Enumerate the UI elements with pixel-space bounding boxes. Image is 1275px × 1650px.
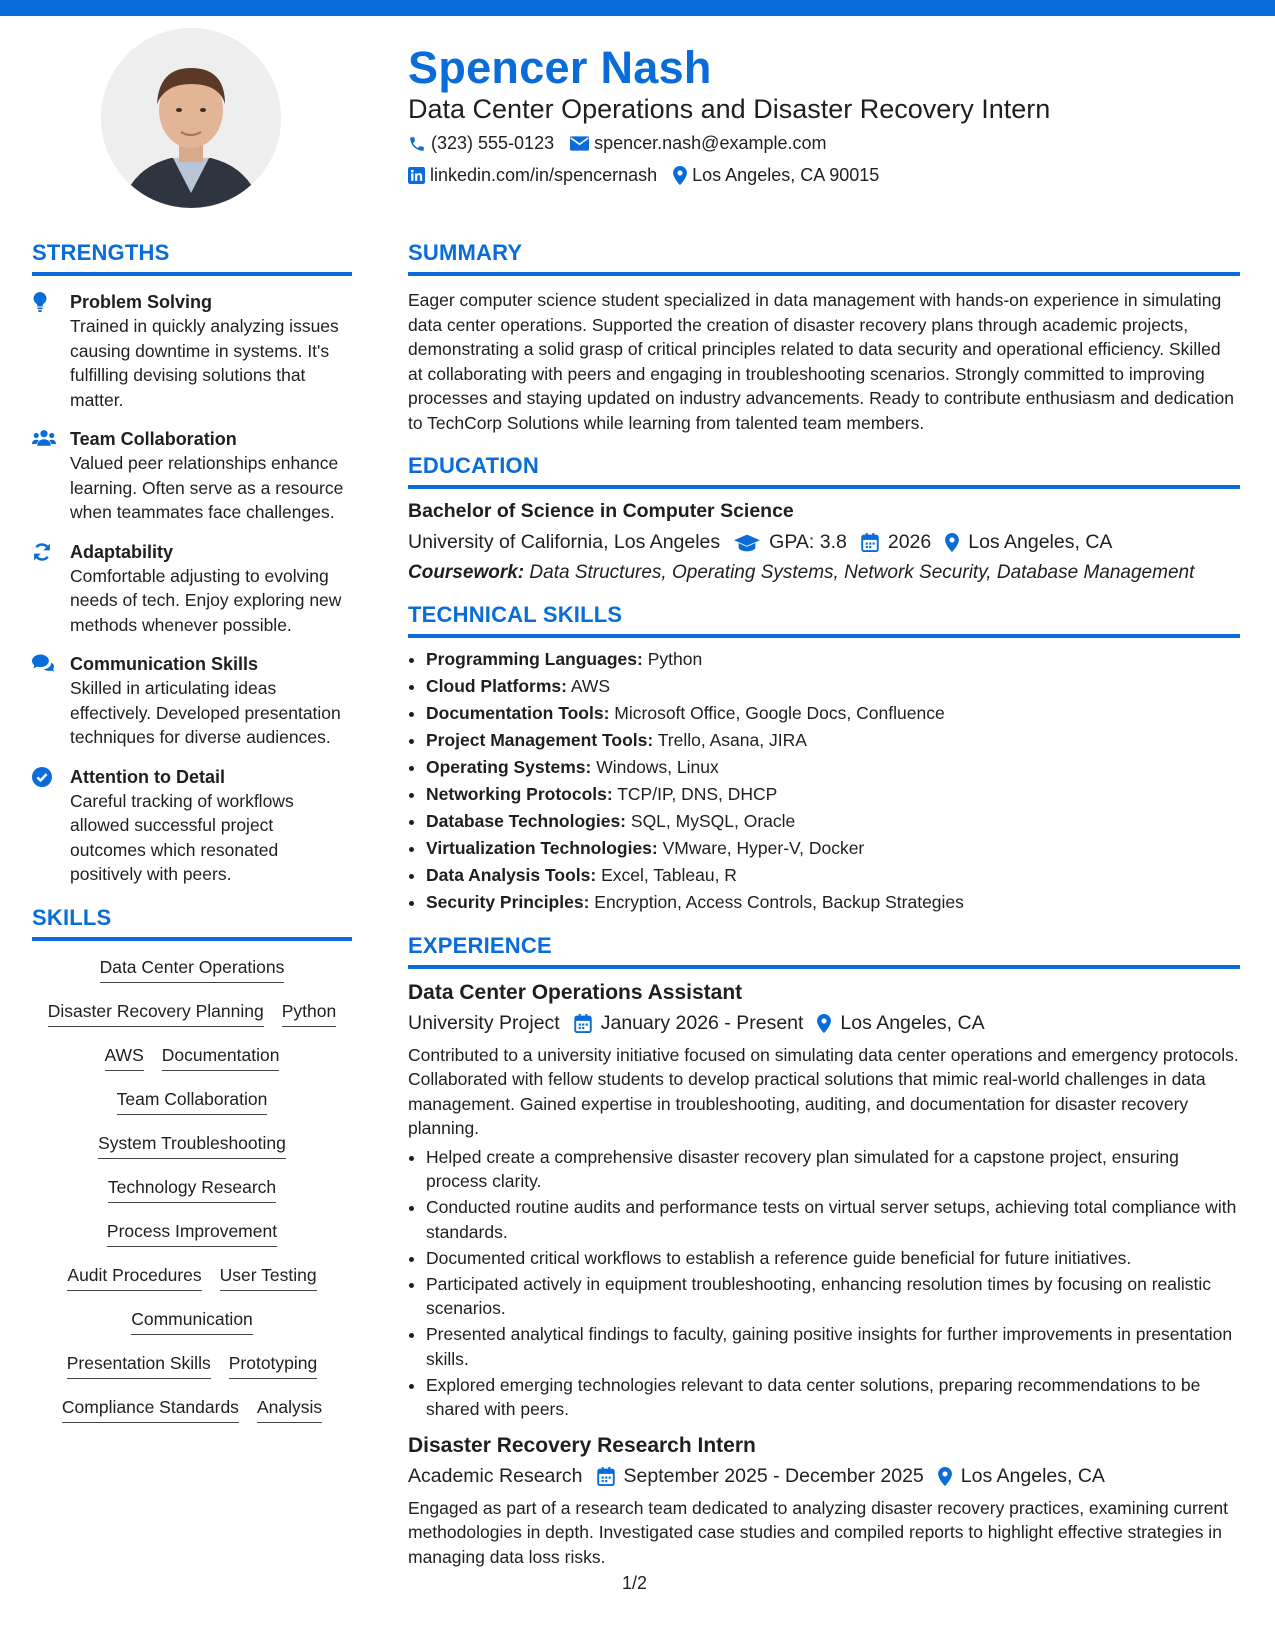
skill-row bbox=[32, 1309, 352, 1337]
job-dates bbox=[574, 1012, 804, 1035]
job-description: Contributed to a university initiative focused on simulating data center operations and emergency protocols. Collaborated with fellow students to develop practical solutions that mimic real-world challenges in data management. Gained expertise in troubleshooting, auditing, and documentation for disaster recovery planning. bbox=[408, 1044, 1239, 1138]
job-title: Disaster Recovery Research Intern bbox=[408, 1433, 756, 1457]
left-column bbox=[32, 240, 352, 1425]
skill-tag: Presentation Skills bbox=[67, 1353, 211, 1379]
education-heading: EDUCATION bbox=[408, 453, 1240, 489]
strength-desc: Careful tracking of workflows allowed successful project outcomes which resonated positively with peers. bbox=[70, 790, 294, 884]
linkedin-contact[interactable] bbox=[408, 165, 657, 186]
skills-heading: SKILLS bbox=[32, 905, 352, 941]
job-dates bbox=[597, 1465, 924, 1488]
job-entry bbox=[408, 1434, 1240, 1570]
education-section bbox=[408, 453, 1240, 584]
experience-section bbox=[408, 933, 1240, 1570]
skill-values: Excel, Tableau, R bbox=[601, 865, 737, 885]
job-location bbox=[817, 1012, 984, 1035]
skill-values: Microsoft Office, Google Docs, Confluence bbox=[614, 703, 945, 723]
calendar-icon bbox=[597, 1467, 615, 1486]
coursework-list: Data Structures, Operating Systems, Network Security, Database Management bbox=[529, 562, 1195, 583]
list-item bbox=[426, 782, 1240, 807]
skill-tag: Process Improvement bbox=[107, 1221, 277, 1247]
skill-row bbox=[32, 1001, 352, 1029]
strengths-heading: STRENGTHS bbox=[32, 240, 352, 276]
skill-tag: System Troubleshooting bbox=[98, 1133, 286, 1159]
location-contact bbox=[673, 165, 879, 186]
school-location bbox=[945, 531, 1112, 554]
skill-values: Windows, Linux bbox=[596, 757, 719, 777]
phone-icon bbox=[408, 135, 426, 153]
map-marker-icon bbox=[817, 1014, 831, 1033]
skill-category: Data Analysis Tools: bbox=[426, 865, 597, 885]
list-item: • Conducted routine audits and performance tests on virtual server setups, achieving total compliance with standards. bbox=[426, 1195, 1240, 1244]
job-bullets bbox=[408, 1145, 1240, 1422]
degree-title: Bachelor of Science in Computer Science bbox=[408, 500, 794, 522]
summary-section bbox=[408, 240, 1240, 435]
list-item: • Explored emerging technologies relevant to data center solutions, preparing recommendations to be shared with peers. bbox=[426, 1373, 1240, 1422]
experience-heading: EXPERIENCE bbox=[408, 933, 1240, 969]
map-marker-icon bbox=[938, 1467, 952, 1486]
location-text: Los Angeles, CA bbox=[840, 1011, 985, 1034]
strength-title: Attention to Detail bbox=[70, 766, 225, 787]
email-link[interactable]: spencer.nash@example.com bbox=[594, 133, 827, 153]
list-item: • Documented critical workflows to establish a reference guide beneficial for future initiatives. bbox=[426, 1246, 1240, 1271]
list-item: • Helped create a comprehensive disaster recovery plan simulated for a capstone project, ensuring process clarity. bbox=[426, 1145, 1240, 1194]
skill-row bbox=[32, 1045, 352, 1073]
skill-tag: Team Collaboration bbox=[117, 1089, 268, 1115]
calendar-icon bbox=[574, 1014, 592, 1033]
list-item bbox=[426, 809, 1240, 834]
strengths-list bbox=[32, 290, 352, 887]
skill-values: VMware, Hyper-V, Docker bbox=[662, 838, 865, 858]
list-item bbox=[426, 755, 1240, 780]
candidate-headline: Data Center Operations and Disaster Recovery Intern bbox=[408, 94, 1051, 124]
skill-tag: User Testing bbox=[220, 1265, 317, 1291]
envelope-icon bbox=[570, 136, 589, 151]
list-item bbox=[426, 647, 1240, 672]
strength-item bbox=[32, 652, 352, 750]
strength-title: Communication Skills bbox=[70, 654, 259, 674]
skill-category: Documentation Tools: bbox=[426, 703, 610, 723]
location-text: Los Angeles, CA bbox=[968, 531, 1113, 553]
skill-row bbox=[32, 1221, 352, 1249]
dates-text: September 2025 - December 2025 bbox=[623, 1464, 924, 1487]
job-description: Engaged as part of a research team dedicated to analyzing disaster recovery practices, examining current methodologies in depth. Investigated case studies and compiled reports to highlight effective strategies in managing data loss risks. bbox=[408, 1497, 1229, 1567]
skill-tag: Analysis bbox=[257, 1397, 322, 1423]
strength-desc: Valued peer relationships enhance learning. Often serve as a resource when teammates face challenges. bbox=[70, 453, 344, 522]
list-item bbox=[426, 863, 1240, 888]
lightbulb-icon bbox=[32, 292, 48, 312]
map-marker-icon bbox=[945, 533, 959, 552]
sync-icon bbox=[32, 542, 52, 562]
skill-row bbox=[32, 1177, 352, 1205]
email-contact[interactable] bbox=[570, 133, 826, 154]
skill-row bbox=[32, 1133, 352, 1161]
strength-desc: Comfortable adjusting to evolving needs of tech. Enjoy exploring new methods whenever possible. bbox=[70, 565, 342, 635]
job-meta bbox=[408, 1012, 1240, 1035]
skill-row bbox=[32, 1353, 352, 1381]
job-org: Academic Research bbox=[408, 1464, 583, 1487]
summary-heading: SUMMARY bbox=[408, 240, 1240, 276]
gpa bbox=[734, 531, 847, 554]
check-circle-icon bbox=[32, 767, 52, 787]
list-item bbox=[426, 836, 1240, 861]
skill-tag: Documentation bbox=[162, 1045, 280, 1071]
skill-category: Project Management Tools: bbox=[426, 730, 654, 750]
gpa-text: GPA: 3.8 bbox=[769, 531, 847, 553]
job-org: University Project bbox=[408, 1011, 560, 1034]
skill-category: Cloud Platforms: bbox=[426, 676, 567, 696]
skill-tag: Python bbox=[282, 1001, 336, 1027]
year-text: 2026 bbox=[887, 531, 932, 553]
summary-text: Eager computer science student specialized in data management with hands-on experience in simulating data center operations. Supported the creation of disaster recovery plans through academic projects, demonstrating a solid grasp of critical principles related to data security and operational efficiency. Skilled at collaborating with peers and engaging in troubleshooting scenarios. Strongly committed to improving processes and staying updated on industry advancements. Ready to contribute enthusiasm and dedication to TechCorp Solutions while learning from talented team members. bbox=[408, 290, 1234, 433]
map-marker-icon bbox=[673, 166, 687, 185]
strength-item bbox=[32, 427, 352, 525]
education-meta bbox=[408, 531, 1240, 554]
skill-values: Trello, Asana, JIRA bbox=[657, 730, 807, 750]
school-name: University of California, Los Angeles bbox=[408, 531, 721, 553]
technical-skills-heading: TECHNICAL SKILLS bbox=[408, 602, 1240, 638]
skill-tag: Technology Research bbox=[108, 1177, 276, 1203]
contact-row-2 bbox=[408, 165, 895, 186]
skill-category: Database Technologies: bbox=[426, 811, 627, 831]
strength-item bbox=[32, 765, 352, 887]
job-location bbox=[938, 1465, 1105, 1488]
location-text: Los Angeles, CA 90015 bbox=[692, 165, 880, 185]
avatar bbox=[101, 28, 281, 208]
skill-tag: Communication bbox=[131, 1309, 253, 1335]
technical-skills-section bbox=[408, 602, 1240, 915]
right-column bbox=[408, 240, 1240, 1569]
top-accent-bar bbox=[0, 0, 1275, 16]
skill-row bbox=[32, 1397, 352, 1425]
skill-values: SQL, MySQL, Oracle bbox=[630, 811, 796, 831]
calendar-icon bbox=[861, 533, 879, 552]
strengths-section bbox=[32, 240, 352, 887]
skill-values: Encryption, Access Controls, Backup Strategies bbox=[594, 892, 964, 912]
skill-tag: Audit Procedures bbox=[67, 1265, 201, 1291]
skill-category: Operating Systems: bbox=[426, 757, 592, 777]
profile-photo bbox=[101, 28, 281, 208]
skills-section bbox=[32, 905, 352, 1425]
job-meta bbox=[408, 1465, 1240, 1488]
strength-item bbox=[32, 540, 352, 638]
skill-tag: Prototyping bbox=[229, 1353, 318, 1379]
strength-title: Team Collaboration bbox=[70, 429, 237, 449]
skill-category: Security Principles: bbox=[426, 892, 590, 912]
contact-row-1 bbox=[408, 133, 843, 154]
strength-item bbox=[32, 290, 352, 412]
technical-skills-list bbox=[408, 647, 1240, 915]
phone-contact bbox=[408, 133, 554, 154]
list-item bbox=[426, 701, 1240, 726]
skill-category: Programming Languages: bbox=[426, 649, 643, 669]
list-item bbox=[426, 728, 1240, 753]
users-icon bbox=[32, 429, 56, 447]
list-item: • Presented analytical findings to faculty, gaining positive insights for further improvements in presentation skills. bbox=[426, 1322, 1240, 1371]
job-title: Data Center Operations Assistant bbox=[408, 980, 743, 1004]
coursework bbox=[408, 562, 1240, 584]
page-number: 1/2 bbox=[622, 1573, 648, 1593]
candidate-name: Spencer Nash bbox=[408, 42, 712, 93]
strength-title: Problem Solving bbox=[70, 292, 213, 312]
list-item bbox=[426, 890, 1240, 915]
linkedin-icon bbox=[408, 167, 425, 184]
list-item: • Participated actively in equipment troubleshooting, enhancing resolution times by focusing on realistic scenarios. bbox=[426, 1272, 1240, 1321]
graduation-year bbox=[861, 531, 931, 554]
skill-values: AWS bbox=[570, 676, 611, 696]
skill-row bbox=[32, 1265, 352, 1293]
list-item bbox=[426, 674, 1240, 699]
skill-category: Virtualization Technologies: bbox=[426, 838, 658, 858]
skill-category: Networking Protocols: bbox=[426, 784, 613, 804]
job-entry bbox=[408, 981, 1240, 1422]
skill-row bbox=[32, 957, 352, 985]
comments-icon bbox=[32, 654, 54, 672]
skill-tag: Disaster Recovery Planning bbox=[48, 1001, 264, 1027]
skill-values: TCP/IP, DNS, DHCP bbox=[617, 784, 778, 804]
linkedin-link[interactable]: linkedin.com/in/spencernash bbox=[430, 165, 658, 185]
graduation-cap-icon bbox=[734, 534, 760, 552]
dates-text: January 2026 - Present bbox=[600, 1011, 804, 1034]
skill-tag: AWS bbox=[105, 1045, 144, 1071]
strength-desc: Skilled in articulating ideas effectively. Developed presentation techniques for diverse audiences. bbox=[70, 678, 341, 747]
phone-text: (323) 555-0123 bbox=[431, 133, 555, 153]
strength-title: Adaptability bbox=[70, 541, 174, 562]
coursework-label: Coursework: bbox=[408, 562, 525, 583]
skill-row bbox=[32, 1089, 352, 1117]
skill-tag: Data Center Operations bbox=[100, 957, 285, 983]
skill-tag: Compliance Standards bbox=[62, 1397, 239, 1423]
location-text: Los Angeles, CA bbox=[960, 1464, 1105, 1487]
skill-values: Python bbox=[647, 649, 703, 669]
strength-desc: Trained in quickly analyzing issues causing downtime in systems. It's fulfilling devising solutions that matter. bbox=[70, 316, 339, 410]
